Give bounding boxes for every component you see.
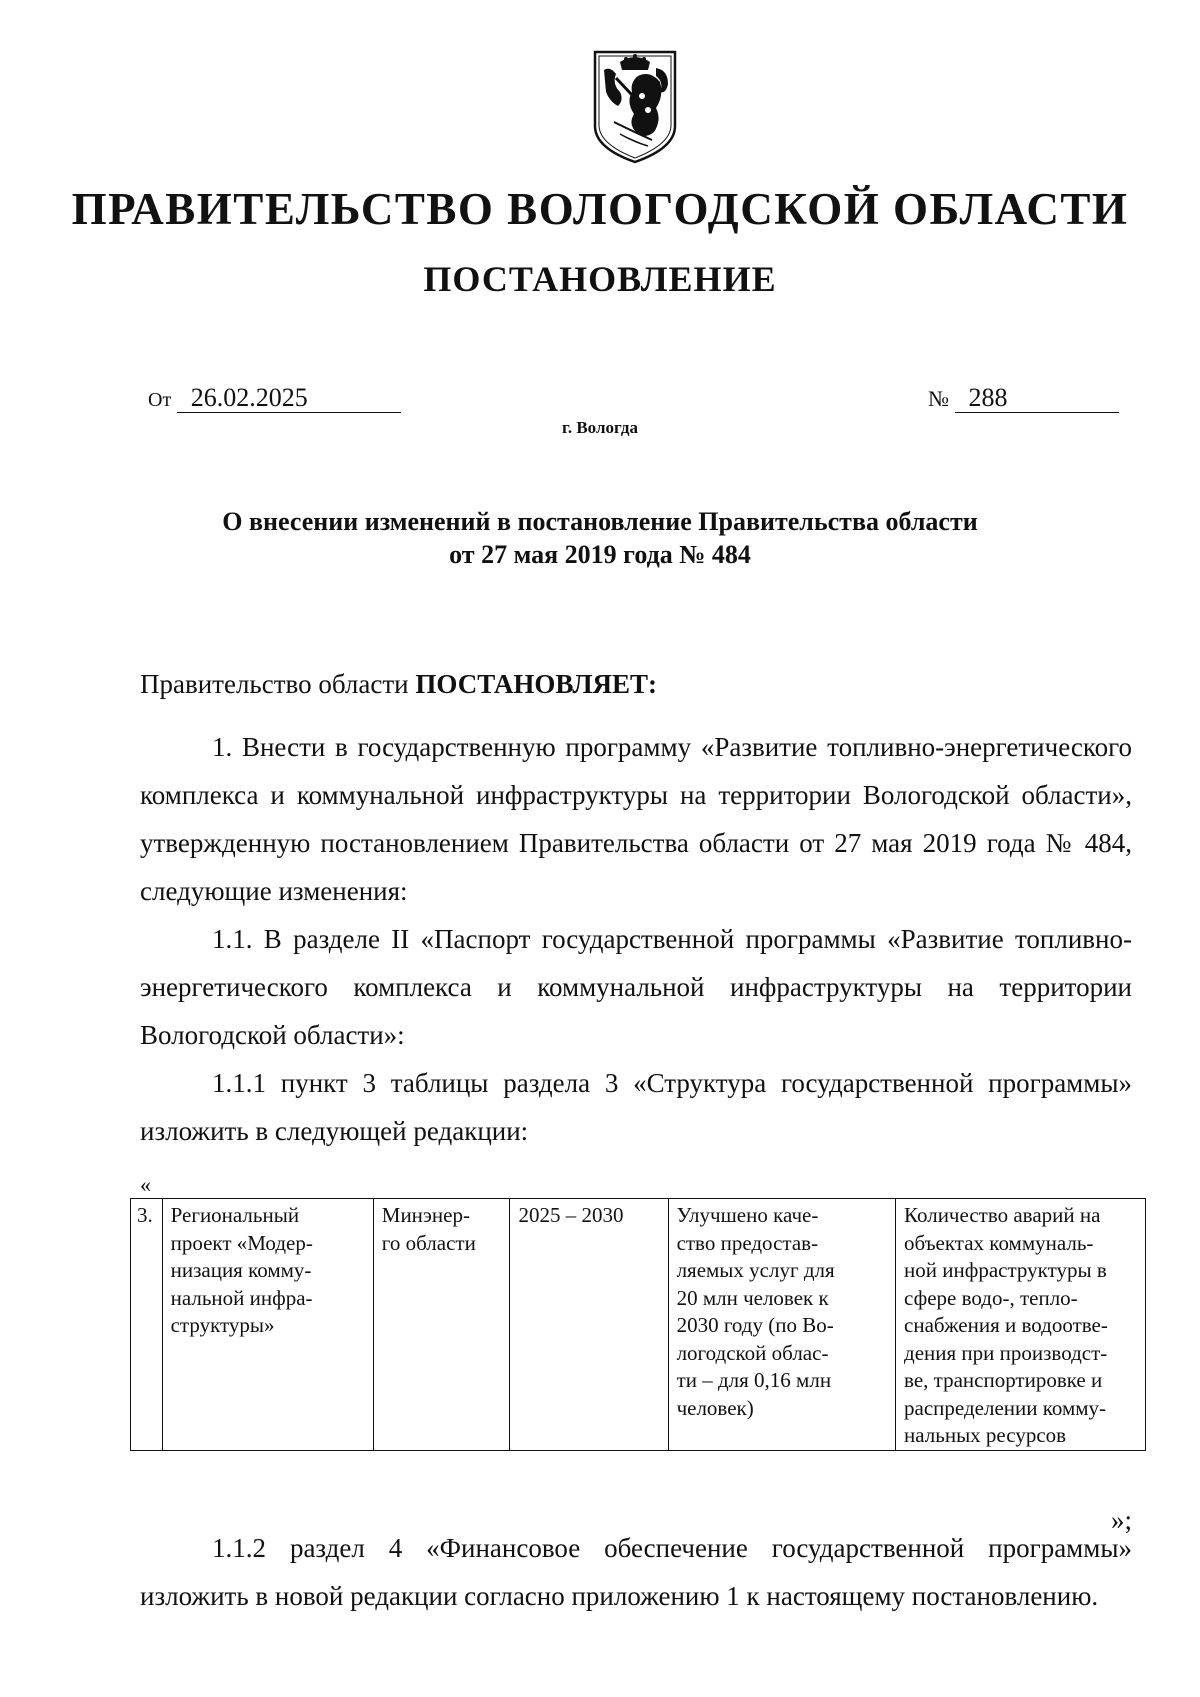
document-type: ПОСТАНОВЛЕНИЕ [423, 259, 777, 299]
subject-line-2: от 27 мая 2019 года № 484 [449, 540, 751, 569]
cell-text-line: 2030 году (по Во- [676, 1313, 834, 1337]
cell-text-line: сфере водо-, тепло- [904, 1285, 1078, 1310]
indicator-cell [896, 1199, 1146, 1451]
cell-text-line: логодской облас- [676, 1340, 829, 1365]
project-name-cell [162, 1199, 373, 1451]
cell-text-line: Улучшено каче- [676, 1203, 819, 1227]
quote-open: « [140, 1172, 151, 1197]
result-cell [668, 1199, 895, 1451]
cell-text-line: ной инфраструктуры в [904, 1258, 1107, 1282]
cell-text-line: ство предостав- [676, 1230, 819, 1255]
city: г. Вологда [562, 418, 638, 437]
row-number-cell [131, 1199, 163, 1451]
cell-text-line: нальных ресурсов [904, 1423, 1067, 1447]
cell-text-line: 20 млн человек к [676, 1285, 829, 1310]
cell-text-line: Минэнер- [381, 1203, 470, 1227]
quote-close: »; [1110, 1505, 1132, 1535]
cell-text-line: ляемых услуг для [676, 1258, 835, 1282]
cell-text-line: нальной инфра- [170, 1285, 313, 1310]
cell-text-line: объектах коммуналь- [904, 1230, 1094, 1255]
number-row [928, 384, 1119, 413]
cell-text-line: 3. [137, 1203, 153, 1227]
intro-paragraph [140, 660, 1132, 708]
cell-text-line: дения при производст- [904, 1340, 1108, 1365]
cell-text-line: Количество аварий на [904, 1203, 1101, 1227]
cell-text-line: снабжения и водоотве- [904, 1313, 1108, 1337]
number-label: № [928, 386, 949, 411]
intro-text: Правительство области [140, 669, 416, 699]
document-subject [0, 505, 1200, 571]
cell-text-line: 2025 – 2030 [518, 1203, 624, 1227]
executor-cell [373, 1199, 510, 1451]
cell-text-line: распределении комму- [904, 1395, 1107, 1420]
date-row [148, 384, 401, 413]
date-label: От [148, 389, 172, 411]
cell-text-line: ве, транспортировке и [904, 1368, 1103, 1392]
paragraph-1-1-2: 1.1.2 раздел 4 «Финансовое обеспечение государственной программы» изложить в новой редакции согласно приложению 1 к настоящему постановлению. [140, 1533, 1132, 1611]
document-date: 26.02.2025 [177, 384, 401, 413]
cell-text-line: человек) [676, 1395, 754, 1420]
intro-resolves: ПОСТАНОВЛЯЕТ: [415, 669, 657, 699]
government-title: ПРАВИТЕЛЬСТВО ВОЛОГОДСКОЙ ОБЛАСТИ [71, 184, 1129, 234]
paragraph-1-1: 1.1. В разделе II «Паспорт государственной программы «Развитие топливно-энергетического комплекса и коммунальной инфраструктуры на территории Вологодской области»: [140, 924, 1132, 1050]
vologda-coat-of-arms-icon [590, 48, 680, 166]
paragraph-1: 1. Внести в государственную программу «Развитие топливно-энергетического комплекса и коммунальной инфраструктуры на территории Вологодской области», утвержденную постановлением Правительства области от 27 мая 2019 года № 484, следующие изменения: [140, 732, 1132, 906]
cell-text-line: Региональный [170, 1203, 300, 1227]
cell-text-line: низация комму- [170, 1258, 312, 1282]
cell-text-line: ти – для 0,16 млн [676, 1368, 832, 1392]
document-number: 288 [955, 384, 1119, 413]
paragraph-1-1-1: 1.1.1 пункт 3 таблицы раздела 3 «Структура государственной программы» изложить в следующей редакции: [140, 1068, 1132, 1146]
structure-table-body [131, 1199, 1146, 1451]
table-row [131, 1199, 1146, 1451]
cell-text-line: структуры» [170, 1313, 275, 1337]
structure-table [130, 1198, 1146, 1451]
subject-line-1: О внесении изменений в постановление Правительства области [222, 507, 978, 536]
period-cell [510, 1199, 668, 1451]
cell-text-line: го области [381, 1230, 476, 1255]
cell-text-line: проект «Модер- [170, 1230, 313, 1255]
